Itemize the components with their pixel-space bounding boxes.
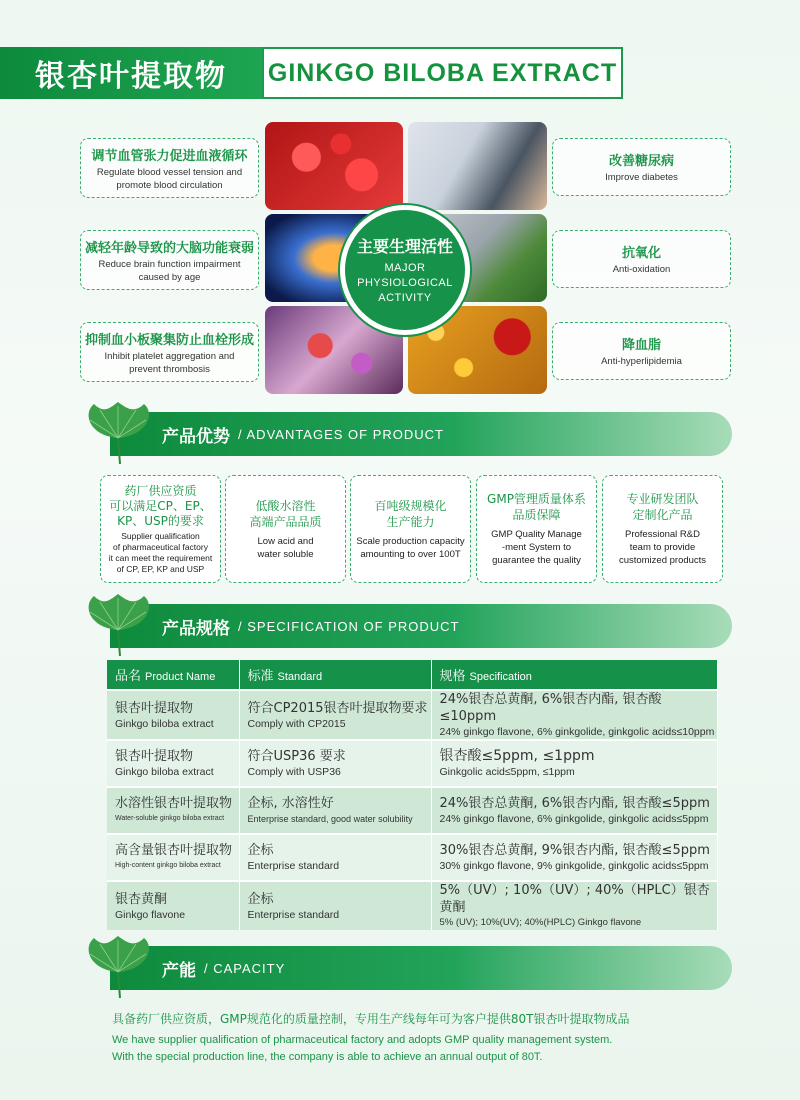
cell-spec: 5%（UV）; 10%（UV）; 40%（HPLC）银杏黄酮 5% (UV); 10%(UV); 40%(HPLC) Ginkgo flavone [431, 881, 718, 930]
advantage-rnd [602, 475, 723, 583]
specification-banner [110, 604, 732, 648]
activity-box-platelet [80, 322, 259, 382]
activity-cn: 调节血管张力促进血液循环 [91, 148, 248, 164]
activity-cn: 减轻年龄导致的大脑功能衰弱 [84, 240, 254, 256]
advantage-cn: 低酸水溶性 高端产品品质 [249, 498, 322, 529]
header-product-name: 品名 Product Name [107, 660, 239, 690]
advantage-en: Professional R&D team to provide customized products [618, 529, 707, 566]
table-row [107, 740, 718, 787]
ginkgo-leaf-icon [80, 400, 158, 466]
activity-en: Regulate blood vessel tension and promote blood circulation [96, 166, 243, 191]
blood-pressure-image [408, 122, 547, 210]
advantage-gmp [476, 475, 597, 583]
cell-spec: 银杏酸≤5ppm, ≤1ppm Ginkgolic acid≤5ppm, ≤1ppm [431, 740, 718, 787]
activity-en: Anti-hyperlipidemia [601, 356, 682, 367]
cell-standard: 企标 Enterprise standard [239, 834, 431, 881]
advantages-title-en: / ADVANTAGES OF PRODUCT [238, 426, 444, 442]
table-row [107, 787, 718, 834]
advantage-en: GMP Quality Manage -ment System to guarantee the quality [491, 529, 582, 566]
advantage-en: Scale production capacity amounting to over 100T [356, 535, 465, 560]
major-activity-badge [340, 205, 470, 335]
advantage-cn: 专业研发团队 定制化产品 [626, 492, 699, 522]
cell-name: 银杏黄酮 Ginkgo flavone [107, 881, 239, 930]
specification-title-en: / SPECIFICATION OF PRODUCT [238, 618, 460, 634]
center-en-1: MAJOR [384, 262, 426, 274]
activity-en: Improve diabetes [605, 172, 678, 183]
activity-cn: 抗氧化 [621, 246, 661, 261]
activity-box-hyperlipidemia [552, 322, 731, 380]
cell-standard: 符合USP36 要求 Comply with USP36 [239, 740, 431, 787]
activity-en: Inhibit platelet aggregation and prevent thrombosis [104, 350, 235, 375]
capacity-text-en: We have supplier qualification of pharmaceutical factory and adopts GMP quality management system. With the special production line, the company is able to achieve an annual output of 80T. [112, 1034, 613, 1063]
activity-cn: 改善糖尿病 [608, 154, 674, 169]
center-en-3: ACTIVITY [378, 292, 432, 304]
capacity-text-cn: 具备药厂供应资质，GMP规范化的质量控制，专用生产线每年可为客户提供80T银杏叶提取物成品 [112, 1012, 630, 1026]
cell-name: 水溶性银杏叶提取物 Water-soluble ginkgo biloba extract [107, 787, 239, 834]
capacity-banner [110, 946, 732, 990]
title-en: GINKGO BILOBA EXTRACT [262, 47, 623, 99]
advantage-cn: 百吨级规模化 生产能力 [374, 498, 447, 529]
advantage-en: Supplier qualification of pharmaceutical factory it can meet the requirement of CP, EP, KP and USP [108, 530, 213, 574]
cell-standard: 企标, 水溶性好 Enterprise standard, good water solubility [239, 787, 431, 834]
ginkgo-leaf-icon [80, 934, 158, 1000]
specification-table [107, 660, 718, 930]
advantage-en: Low acid and water soluble [257, 535, 314, 560]
cell-name: 银杏叶提取物 Ginkgo biloba extract [107, 690, 239, 740]
center-en-2: PHYSIOLOGICAL [357, 277, 453, 289]
advantage-low-acid [225, 475, 346, 583]
cell-spec: 24%银杏总黄酮, 6%银杏内酯, 银杏酸≤10ppm 24% ginkgo flavone, 6% ginkgolide, ginkgolic acids≤10ppm [431, 690, 718, 740]
cell-standard: 符合CP2015银杏叶提取物要求 Comply with CP2015 [239, 690, 431, 740]
activity-cn: 抑制血小板聚集防止血栓形成 [84, 332, 254, 348]
activity-en: Anti-oxidation [612, 264, 671, 275]
table-row [107, 834, 718, 881]
cell-name: 银杏叶提取物 Ginkgo biloba extract [107, 740, 239, 787]
advantages-title-cn: 产品优势 [162, 426, 230, 447]
activity-box-brain [80, 230, 259, 290]
capacity-title-en: / CAPACITY [204, 960, 286, 976]
blood-cells-image [265, 122, 403, 210]
table-row [107, 881, 718, 930]
activity-box-antioxidation [552, 230, 731, 288]
activity-box-diabetes [552, 138, 731, 196]
advantages-banner [110, 412, 732, 456]
advantage-cn: 药厂供应资质 可以满足CP、EP、 KP、USP的要求 [109, 483, 212, 528]
title-cn: 银杏叶提取物 [0, 47, 262, 99]
ginkgo-leaf-icon [80, 592, 158, 658]
center-cn: 主要生理活性 [356, 237, 453, 256]
cell-spec: 30%银杏总黄酮, 9%银杏内酯, 银杏酸≤5ppm 30% ginkgo flavone, 9% ginkgolide, ginkgolic acids≤5ppm [431, 834, 718, 881]
table-row [107, 690, 718, 740]
specification-title-cn: 产品规格 [162, 618, 230, 639]
cell-name: 高含量银杏叶提取物 High-content ginkgo biloba extract [107, 834, 239, 881]
capacity-title-cn: 产能 [162, 960, 196, 981]
advantage-scale [350, 475, 471, 583]
activity-cn: 降血脂 [621, 338, 661, 353]
header-standard: 标准 Standard [239, 660, 431, 690]
activity-box-circulation [80, 138, 259, 198]
cell-standard: 企标 Enterprise standard [239, 881, 431, 930]
advantage-cn: GMP管理质量体系 品质保障 [487, 492, 586, 522]
table-header-row [107, 660, 718, 690]
activity-en: Reduce brain function impairment caused by age [98, 258, 241, 283]
advantage-supplier [100, 475, 221, 583]
header-specification: 规格 Specification [431, 660, 718, 690]
cell-spec: 24%银杏总黄酮, 6%银杏内酯, 银杏酸≤5ppm 24% ginkgo flavone, 6% ginkgolide, ginkgolic acids≤5ppm [431, 787, 718, 834]
